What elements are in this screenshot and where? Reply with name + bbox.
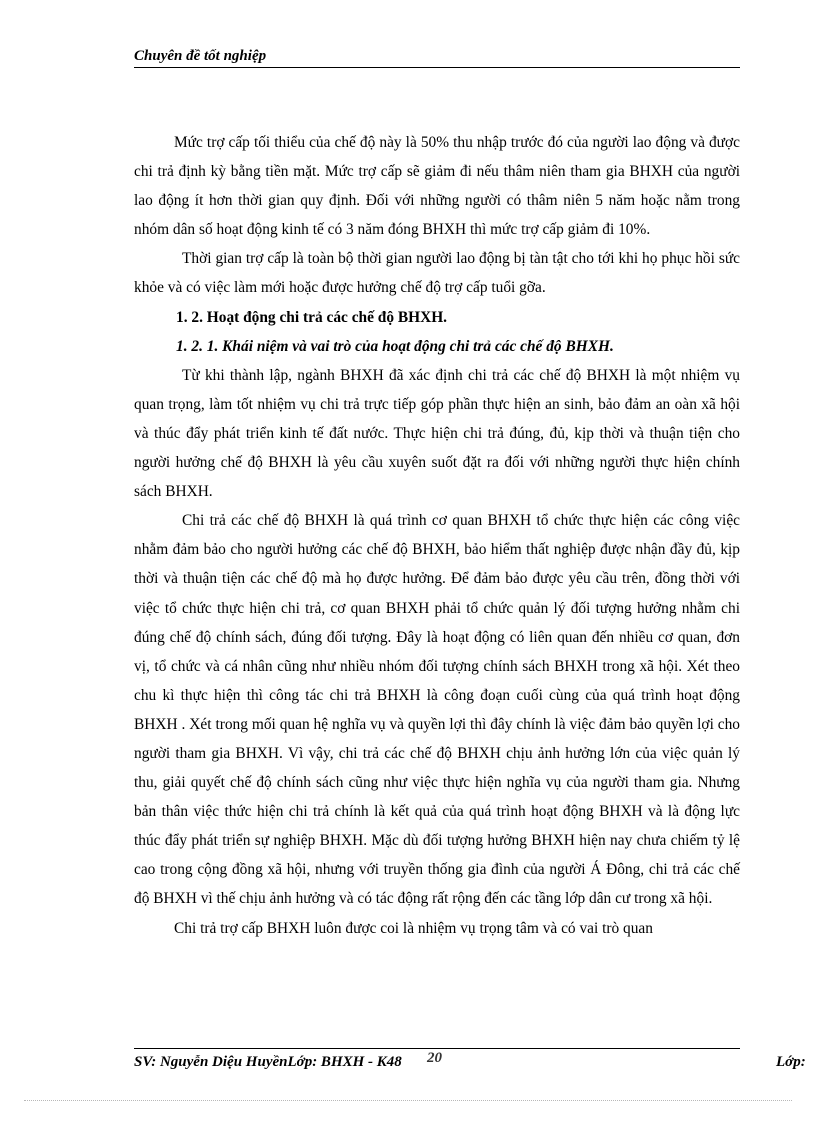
footer-student-info: SV: Nguyễn Diệu HuyềnLớp: BHXH - K48 bbox=[134, 1054, 402, 1070]
footer-rule bbox=[134, 1048, 740, 1049]
subsection-heading: 1. 2. 1. Khái niệm và vai trò của hoạt động chi trả các chế độ BHXH. bbox=[176, 337, 614, 355]
paragraph-5: Chi trả trợ cấp BHXH luôn được coi là nhiệm vụ trọng tâm và có vai trò quan bbox=[174, 919, 653, 937]
paragraph-4: Chi trả các chế độ BHXH là quá trình cơ quan BHXH tổ chức thực hiện các công việc nhằm đảm bảo cho người hưởng các chế độ BHXH, bảo hiểm thất nghiệp được nhận đầy đủ, kịp thời và thuận tiện các chế độ mà họ được hưởng. Để đảm bảo được yêu cầu trên, đồng thời với việc tổ chức thực hiện chi trả, cơ quan BHXH phải tổ chức quản lý đối tượng hưởng nhằm chi đúng chế độ chính sách, đúng đối tượng. Đây là hoạt động có liên quan đến nhiều cơ quan, đơn vị, tổ chức và cá nhân cũng như nhiều nhóm đối tượng chính sách BHXH trong xã hội. Xét theo chu kì thực hiện thì công tác chi trả BHXH là công đoạn cuối cùng của quá trình hoạt động BHXH . Xét trong mối quan hệ nghĩa vụ và quyền lợi thì đây chính là việc đảm bảo quyền lợi cho người tham gia BHXH. Vì vậy, chi trả các chế độ BHXH chịu ảnh hưởng lớn của việc quản lý thu, giải quyết chế độ chính sách cũng như việc thực hiện nghĩa vụ của người tham gia. Nhưng bản thân việc thức hiện chi trả chính là kết quả của quá trình hoạt động BHXH và là động lực thúc đẩy phát triển sự nghiệp BHXH. Mặc dù đối tượng hưởng BHXH hiện nay chưa chiếm tỷ lệ cao trong cộng đồng xã hội, nhưng với truyền thống gia đình của người Á Đông, chi trả các chế độ BHXH vì thế chịu ảnh hưởng và có tác động rất rộng đến các tầng lớp dân cư trong xã hội. bbox=[134, 512, 740, 908]
header-title: Chuyên đề tốt nghiệp bbox=[134, 48, 267, 64]
footer-class-label: Lớp: bbox=[776, 1054, 806, 1070]
footer-page-number: 20 bbox=[427, 1050, 442, 1066]
paragraph-2: Thời gian trợ cấp là toàn bộ thời gian người lao động bị tàn tật cho tới khi họ phục hồi sức khỏe và có việc làm mới hoặc được hưởng chế độ trợ cấp tuổi gỡa. bbox=[134, 250, 740, 297]
document-body bbox=[134, 128, 740, 943]
paragraph-1: Mức trợ cấp tối thiểu của chế độ này là 50% thu nhập trước đó của người lao động và được chi trả định kỳ bằng tiền mặt. Mức trợ cấp sẽ giảm đi nếu thâm niên tham gia BHXH của người lao động ít hơn thời gian quy định. Đối với những người có thâm niên 5 năm hoặc nằm trong nhóm dân số hoạt động kinh tế có 3 năm đóng BHXH thì mức trợ cấp giảm đi 10%. bbox=[134, 134, 740, 239]
page-header bbox=[134, 48, 740, 68]
paragraph-3: Từ khi thành lập, ngành BHXH đã xác định chi trả các chế độ BHXH là một nhiệm vụ quan trọng, làm tốt nhiệm vụ chi trả trực tiếp góp phần thực hiện an sinh, bảo đảm an oàn xã hội và thúc đẩy phát triển kinh tế đất nước. Thực hiện chi trả đúng, đủ, kịp thời và thuận tiện cho người hưởng chế độ BHXH là yêu cầu xuyên suốt đặt ra đối với những người thực hiện chính sách BHXH. bbox=[134, 366, 740, 501]
page-bottom-border bbox=[24, 1100, 792, 1101]
section-heading: 1. 2. Hoạt động chi trả các chế độ BHXH. bbox=[176, 308, 448, 326]
